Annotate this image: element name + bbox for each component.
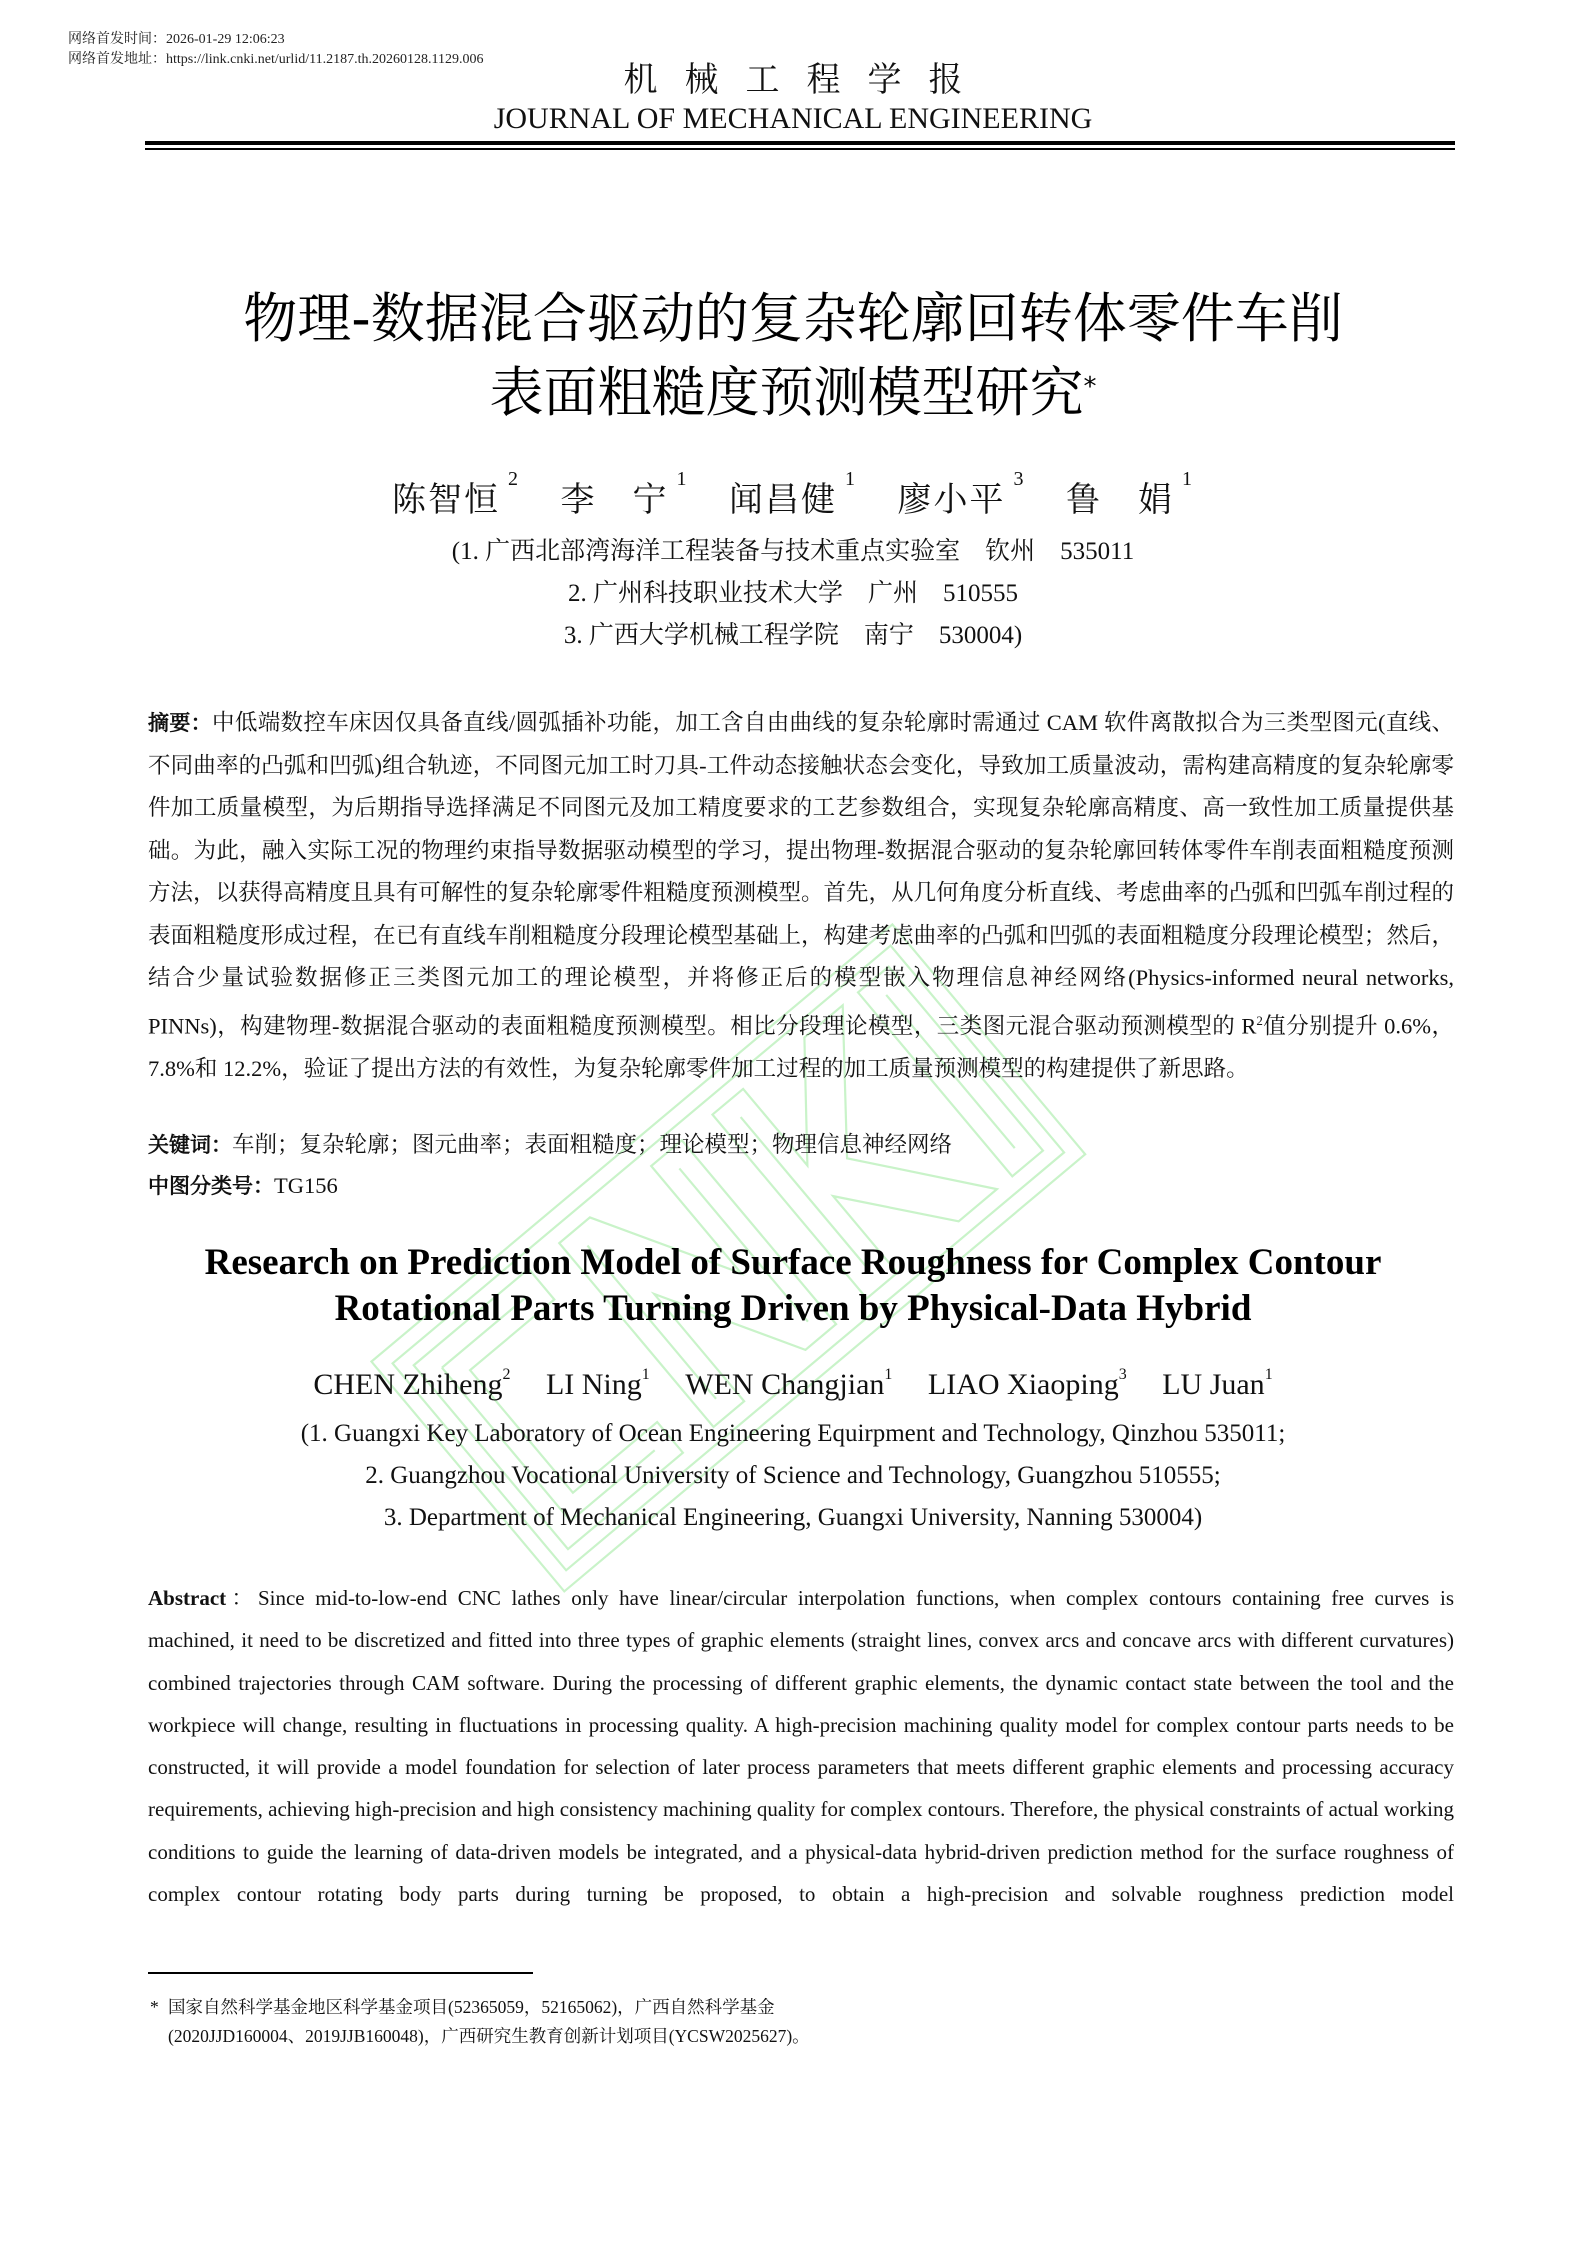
abstract-en xyxy=(148,1577,1454,1915)
abstract-cn xyxy=(148,702,1454,1090)
affiliation-superscript: 2 xyxy=(502,1366,511,1383)
author-name: 闻昌健 xyxy=(729,482,837,519)
online-publish-url[interactable]: 网络首发地址：https://link.cnki.net/urlid/11.2187.th.20260128.1129.006 xyxy=(68,52,484,67)
header-rule-thick xyxy=(145,141,1455,145)
author-cn xyxy=(560,468,689,519)
author-name: 李 宁 xyxy=(560,482,669,519)
author-cn xyxy=(897,468,1026,519)
affiliation-superscript: 3 xyxy=(1118,1366,1127,1383)
author-name: CHEN Zhiheng xyxy=(313,1368,503,1401)
header-rule-thin xyxy=(145,148,1455,150)
author-name: LIAO Xiaoping xyxy=(927,1368,1119,1401)
author-cn xyxy=(729,468,857,519)
affiliation-superscript: 1 xyxy=(1182,468,1194,490)
funding-footnote xyxy=(150,1993,830,2051)
keywords-cn xyxy=(148,1127,952,1159)
affiliation-superscript: 1 xyxy=(1264,1366,1273,1383)
author-cn xyxy=(392,468,520,519)
footnote-rule xyxy=(148,1972,533,1974)
affiliation-cn-2: 2. 广州科技职业技术大学 广州 510555 xyxy=(567,580,1018,607)
author-en xyxy=(546,1368,650,1401)
online-publish-time: 网络首发时间：2026-01-29 12:06:23 xyxy=(68,32,285,47)
author-list-en xyxy=(0,1368,1586,1402)
author-name: 陈智恒 xyxy=(392,482,500,519)
title-cn-line1: 物理-数据混合驱动的复杂轮廓回转体零件车削 xyxy=(243,287,1343,350)
author-list-cn xyxy=(0,468,1586,521)
clc-label: 中图分类号： xyxy=(148,1174,274,1198)
title-en-line1: Research on Prediction Model of Surface Roughness for Complex Contour xyxy=(204,1242,1382,1283)
author-en xyxy=(1162,1368,1272,1401)
affiliation-superscript: 1 xyxy=(845,468,857,490)
author-en xyxy=(313,1368,510,1401)
author-name: LI Ning xyxy=(545,1368,642,1401)
affiliation-cn-3: 3. 广西大学机械工程学院 南宁 530004) xyxy=(563,622,1023,649)
abstract-cn-text-cont: 值分别提升 0.6%，7.8%和 12.2%，验证了提出方法的有效性，为复杂轮廓零件加工过程的加工质量预测模型的构建提供了新思路。 xyxy=(148,1013,1454,1081)
title-footnote-mark[interactable]: * xyxy=(1083,372,1097,402)
affiliation-superscript: 1 xyxy=(884,1366,893,1383)
author-name: WEN Changjian xyxy=(685,1368,885,1401)
affiliation-cn-1: (1. 广西北部湾海洋工程装备与技术重点实验室 钦州 535011 xyxy=(451,538,1135,565)
abstract-cn-label: 摘要： xyxy=(148,711,213,735)
affiliation-en-1: (1. Guangxi Key Laboratory of Ocean Engineering Equirpment and Technology, Qinzhou 535011; xyxy=(300,1420,1286,1447)
author-en xyxy=(928,1368,1127,1401)
author-cn xyxy=(1066,468,1194,519)
keywords-text: 车削；复杂轮廓；图元曲率；表面粗糙度；理论模型；物理信息神经网络 xyxy=(232,1132,953,1157)
affiliation-superscript: 1 xyxy=(641,1366,650,1383)
footnote-text: 国家自然科学基金地区科学基金项目(52365059，52165062)，广西自然科学基金(2020JJD160004、2019JJB160048)，广西研究生教育创新计划项目(YCSW2025627)。 xyxy=(168,1997,810,2046)
affiliation-en-2: 2. Guangzhou Vocational University of Science and Technology, Guangzhou 510555; xyxy=(365,1462,1221,1489)
keywords-label: 关键词： xyxy=(148,1133,232,1157)
journal-name-cn: 机械工程学报 xyxy=(623,62,990,99)
footnote-mark: * xyxy=(150,1997,159,2017)
paper-title-cn xyxy=(0,282,1586,430)
affiliation-en-3: 3. Department of Mechanical Engineering, Guangxi University, Nanning 530004) xyxy=(383,1504,1203,1531)
affiliation-superscript: 3 xyxy=(1013,468,1026,490)
clc-number xyxy=(148,1170,338,1200)
affiliation-superscript: 1 xyxy=(676,468,689,490)
author-name: 鲁 娟 xyxy=(1066,482,1174,519)
abstract-en-text: Since mid-to-low-end CNC lathes only have linear/circular interpolation functions, when complex contours containing free curves is machined, it need to be discretized and fitted into three types of graphic elements (straight lines, convex arcs and concave arcs with different curvatures) combined trajectories through CAM software. During the processing of different graphic elements, the dynamic contact state between the tool and the workpiece will change, resulting in fluctuations in processing quality. A high-precision machining quality model for complex contour parts needs to be constructed, it will provide a model foundation for selection of later process parameters that meets different graphic elements and processing accuracy requirements, achieving high-precision and high consistency machining quality for complex contours. Therefore, the physical constraints of actual working conditions to guide the learning of data-driven models be integrated, and a physical-data hybrid-driven prediction method for the surface roughness of complex contour rotating body parts during turning be proposed, to obtain a high-precision and solvable roughness prediction model xyxy=(148,1586,1454,1907)
abstract-en-colon: ： xyxy=(226,1586,258,1610)
abstract-en-label: Abstract xyxy=(148,1586,227,1610)
r-squared-sup: 2 xyxy=(1256,1012,1263,1028)
paper-title-en xyxy=(0,1240,1586,1332)
journal-name-en: JOURNAL OF MECHANICAL ENGINEERING xyxy=(493,102,1093,135)
author-name: LU Juan xyxy=(1162,1368,1265,1401)
title-cn-line2: 表面粗糙度预测模型研究 xyxy=(489,361,1084,424)
author-en xyxy=(685,1368,892,1401)
clc-value: TG156 xyxy=(274,1173,338,1198)
abstract-cn-text: 中低端数控车床因仅具备直线/圆弧插补功能，加工含自由曲线的复杂轮廓时需通过 CAM 软件离散拟合为三类型图元(直线、不同曲率的凸弧和凹弧)组合轨迹，不同图元加工时刀具-工件动态接触状态会变化，导致加工质量波动，需构建高精度的复杂轮廓零件加工质量模型，为后期指导选择满足不同图元及加工精度要求的工艺参数组合，实现复杂轮廓高精度、高一致性加工质量提供基础。为此，融入实际工况的物理约束指导数据驱动模型的学习，提出物理-数据混合驱动的复杂轮廓回转体零件车削表面粗糙度预测方法，以获得高精度且具有可解性的复杂轮廓零件粗糙度预测模型。首先，从几何角度分析直线、考虑曲率的凸弧和凹弧车削过程的表面粗糙度形成过程，在已有直线车削粗糙度分段理论模型基础上，构建考虑曲率的凸弧和凹弧的表面粗糙度分段理论模型；然后，结合少量试验数据修正三类图元加工的理论模型，并将修正后的模型嵌入物理信息神经网络(Physics-informed neural networks, PINNs)，构建物理-数据混合驱动的表面粗糙度预测模型。相比分段理论模型，三类图元混合驱动预测模型的 R xyxy=(148,710,1454,1038)
affiliation-superscript: 2 xyxy=(508,468,520,490)
author-name: 廖小平 xyxy=(897,482,1006,519)
title-en-line2: Rotational Parts Turning Driven by Physical-Data Hybrid xyxy=(334,1288,1252,1329)
